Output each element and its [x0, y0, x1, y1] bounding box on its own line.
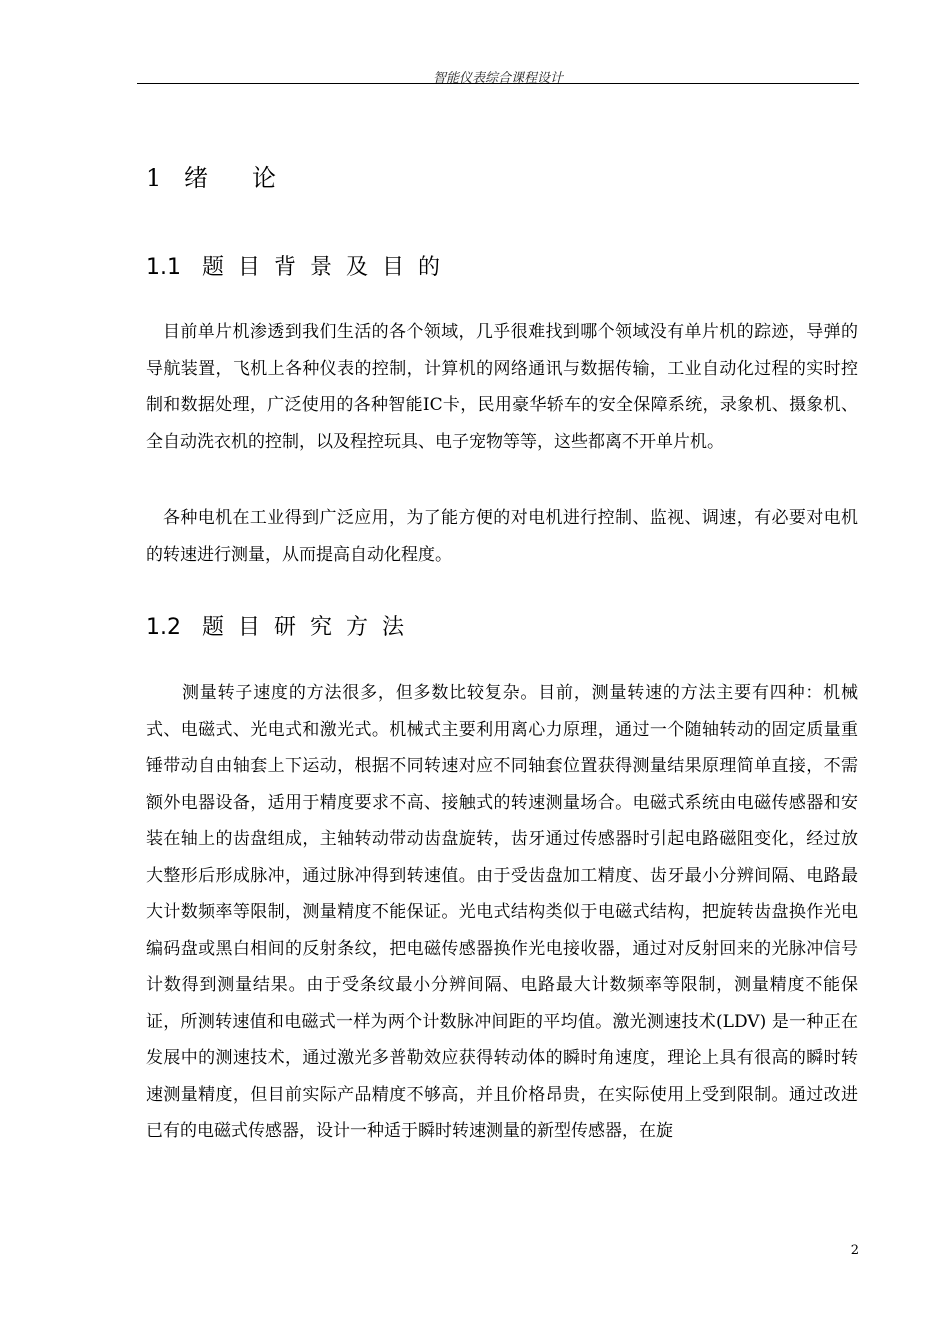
chapter-title: 绪论 [184, 164, 320, 192]
chapter-number: 1 [146, 164, 162, 192]
section-title: 题目背景及目的 [202, 255, 455, 280]
section-heading [146, 250, 454, 281]
running-header-title: 智能仪表综合课程设计 [432, 71, 563, 86]
page-number: 2 [850, 1243, 859, 1258]
section-number: 1.1 [146, 255, 181, 280]
paragraph: 测量转子速度的方法很多，但多数比较复杂。目前，测量转速的方法主要有四种：机械式、电磁式、光电式和激光式。机械式主要利用离心力原理，通过一个随轴转动的固定质量重锤带动自由轴套上下运动，根据不同转速对应不同轴套位置获得测量结果原理简单直接，不需额外电器设备，适用于精度要求不高、接触式的转速测量场合。电磁式系统由电磁传感器和安装在轴上的齿盘组成，主轴转动带动齿盘旋转，齿牙通过传感器时引起电路磁阻变化，经过放大整形后形成脉冲，通过脉冲得到转速值。由于受齿盘加工精度、齿牙最小分辨间隔、电路最大计数频率等限制，测量精度不能保证。光电式结构类似于电磁式结构，把旋转齿盘换作光电编码盘或黑白相间的反射条纹，把电磁传感器换作光电接收器，通过对反射回来的光脉冲信号计数得到测量结果。由于受条纹最小分辨间隔、电路最大计数频率等限制，测量精度不能保证，所测转速值和电磁式一样为两个计数脉冲间距的平均值。激光测速技术(LDV) 是一种正在发展中的测速技术，通过激光多普勒效应获得转动体的瞬时角速度，理论上具有很高的瞬时转速测量精度，但目前实际产品精度不够高，并且价格昂贵，在实际使用上受到限制。通过改进已有的电磁式传感器，设计一种适于瞬时转速测量的新型传感器，在旋 [146, 683, 858, 1141]
section-heading [146, 610, 418, 641]
paragraph: 各种电机在工业得到广泛应用，为了能方便的对电机进行控制、监视、调速，有必要对电机的转速进行测量，从而提高自动化程度。 [146, 508, 858, 565]
paragraph: 目前单片机渗透到我们生活的各个领域，几乎很难找到哪个领域没有单片机的踪迹，导弹的导航装置，飞机上各种仪表的控制，计算机的网络通讯与数据传输，工业自动化过程的实时控制和数据处理，广泛使用的各种智能IC卡，民用豪华轿车的安全保障系统，录象机、摄象机、全自动洗衣机的控制，以及程控玩具、电子宠物等等，这些都离不开单片机。 [146, 322, 858, 452]
section-number: 1.2 [146, 615, 181, 640]
chapter-heading [146, 158, 320, 193]
header-divider [137, 83, 859, 84]
section-title: 题目研究方法 [202, 615, 419, 640]
